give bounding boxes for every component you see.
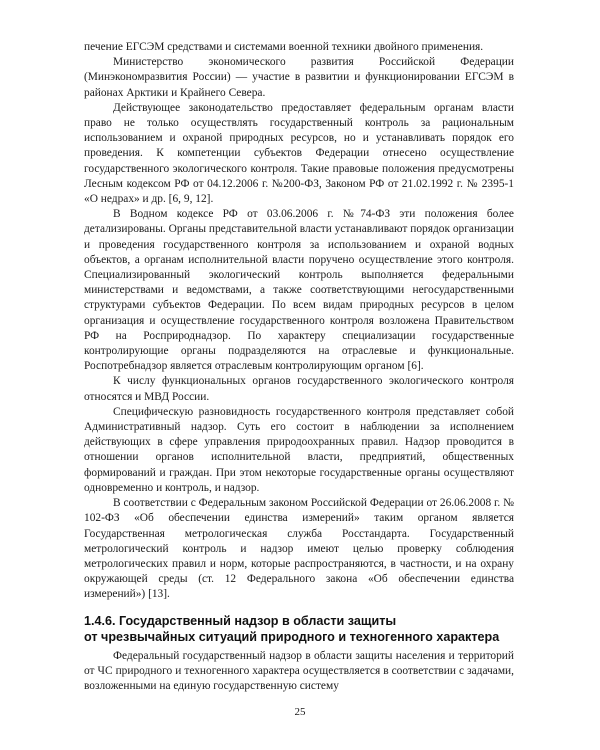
paragraph-3: Действующее законодательство предоставляет федеральным органам власти право не только осуществлять государственный контроль за рациональным использованием и охраной природных ресурсов, но и устанавливать порядок его проведения. К компетенции субъектов Федерации отнесено осуществление государственного экологического контроля. Такие правовые положения предусмотрены Лесным кодексом РФ от 04.12.2006 г. №200-ФЗ, Законом РФ от 21.02.1992 г. № 2395-1 «О недрах» и др. [6, 9, 12].	[84, 101, 514, 206]
paragraph-6: Специфическую разновидность государственного контроля представляет собой Административный надзор. Суть его состоит в наблюдении за исполнением действующих в сфере управления природоохранных правил. Надзор проводится в отношении органов исполнительной власти, предприятий, общественных формирований и граждан. При этом некоторые государственные органы осуществляют одновременно и контроль, и надзор.	[84, 405, 514, 494]
section-heading-line-1: 1.4.6. Государственный надзор в области защиты	[84, 613, 397, 628]
section-heading	[84, 613, 514, 645]
paragraph-5: К числу функциональных органов государственного экологического контроля относятся и МВД России.	[84, 375, 514, 403]
paragraph-1: печение ЕГСЭМ средствами и системами военной техники двойного применения.	[84, 41, 484, 53]
paragraph-4: В Водном кодексе РФ от 03.06.2006 г. №74-ФЗ эти положения более детализированы. Органы представительной власти устанавливают порядок организации и проведения государственного контроля за использованием и охраной водных объектов, а органам исполнительной власти поручено осуществление этого контроля. Специализированный экологический контроль выполняется федеральными министерствами и ведомствами, а также соответствующими негосударственными структурами субъектов Федерации. По всем видам природных ресурсов в целом организация и осуществление государственного контроля возложена Правительством РФ на Росприроднадзор. По характеру специализации государственные контролирующие органы подразделяются на отраслевые и функциональные. Роспотребнадзор является отраслевым контролирующим органом [6].	[84, 208, 514, 373]
paragraph-7: В соответствии с Федеральным законом Российской Федерации от 26.06.2008 г. № 102-ФЗ «Об обеспечении единства измерений» таким органом является Государственная метрологическая служба Росстандарта. Государственный метрологический контроль и надзор имеют целью проверку соблюдения метрологических правил и норм, которые распространяются, в частности, и на охрану окружающей среды (ст. 12 Федерального закона «Об обеспечении единства измерений») [13].	[84, 497, 514, 601]
page-body	[84, 40, 514, 694]
paragraph-8: Федеральный государственный надзор в области защиты населения и территорий от ЧС природного и техногенного характера осуществляется в соответствии с задачами, возложенными на единую государственную систему	[84, 649, 514, 692]
section-heading-line-2: от чрезвычайных ситуаций природного и техногенного характера	[84, 629, 500, 644]
paragraph-2: Министерство экономического развития Российской Федерации (Минэкономразвития России) — участие в развитии и функционировании ЕГСЭМ в районах Арктики и Крайнего Севера.	[84, 56, 514, 99]
page-number: 25	[294, 706, 306, 718]
